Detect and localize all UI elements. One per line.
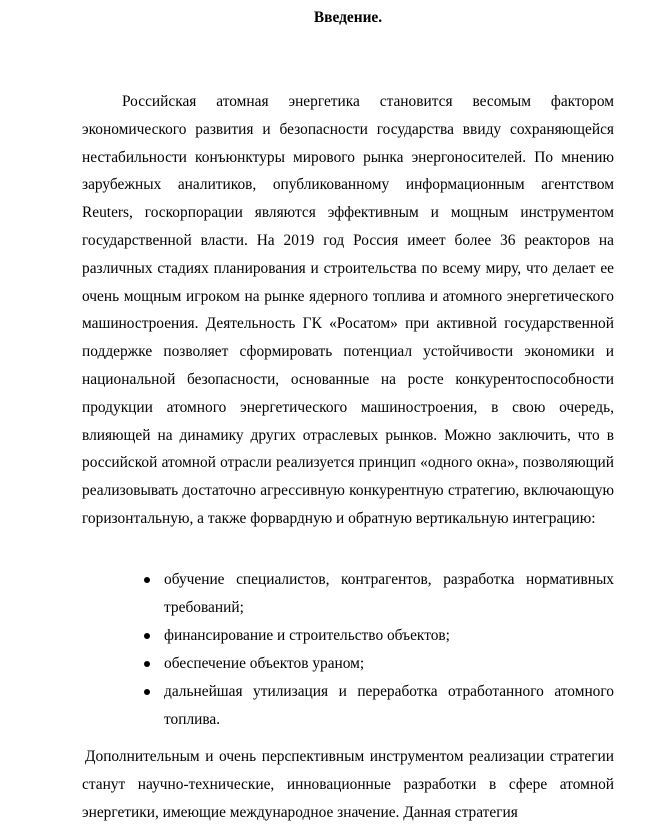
list-item (164, 622, 614, 650)
list-item (164, 678, 614, 734)
list-item (164, 566, 614, 622)
bullet-icon (144, 633, 150, 639)
intro-paragraph: Российская атомная энергетика становится весомым фактором экономического развития и безопасности государства ввиду сохраняющейся нестабильности конъюнктуры мирового рынка энергоносителей. По мнению зарубежных аналитиков, опубликованному информационным агентством Reuters, госкорпорации являются эффективным и мощным инструментом государственной власти. На 2019 год Россия имеет более 36 реакторов на различных стадиях планирования и строительства по всему миру, что делает ее очень мощным игроком на рынке ядерного топлива и атомного энергетического машиностроения. Деятельность ГК «Росатом» при активной государственной поддержке позволяет сформировать потенциал устойчивости экономики и национальной безопасности, основанные на росте конкурентоспособности продукции атомного энергетического машиностроения, в свою очередь, влияющей на динамику других отраслевых рынков. Можно заключить, что в российской атомной отрасли реализуется принцип «одного окна», позволяющий реализовывать достаточно агрессивную конкурентную стратегию, включающую горизонтальную, а также форвардную и обратную вертикальную интеграцию: (82, 93, 614, 527)
page-title: Введение. (313, 9, 383, 26)
bullet-icon (144, 689, 150, 695)
bullet-icon (144, 661, 150, 667)
integration-list (164, 566, 614, 734)
list-item-text: финансирование и строительство объектов; (164, 627, 450, 644)
list-item-text: дальнейшая утилизация и переработка отработанного атомного топлива. (164, 683, 614, 728)
list-item (164, 650, 614, 678)
strategy-paragraph: Дополнительным и очень перспективным инструментом реализации стратегии станут научно-технические, инновационные разработки в сфере атомной энергетики, имеющие международное значение. Данная стратегия (82, 748, 614, 821)
list-item-text: обеспечение объектов ураном; (164, 655, 365, 672)
list-item-text: обучение специалистов, контрагентов, разработка нормативных требований; (164, 571, 614, 616)
bullet-icon (144, 577, 150, 583)
